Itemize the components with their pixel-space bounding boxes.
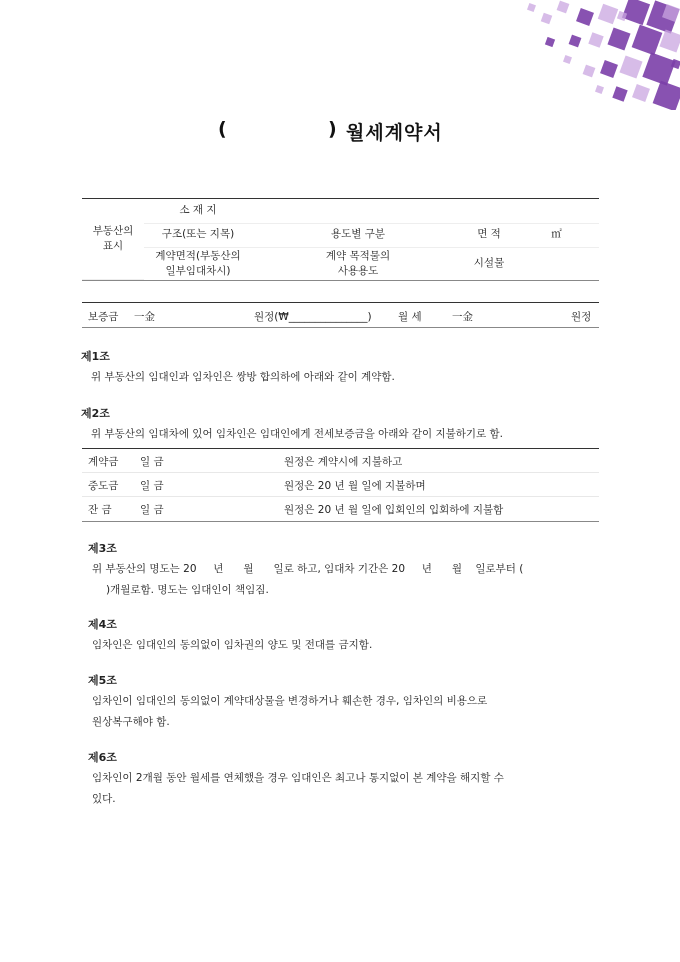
article-heading: 제6조 [88, 751, 117, 764]
facility-value[interactable] [514, 247, 599, 280]
article-5 [88, 670, 487, 733]
monthly-label: 월 세 [398, 311, 422, 323]
title-open-paren: ( [218, 118, 227, 140]
schedule-label: 중도금 [88, 480, 119, 492]
monthly-prefix: 一金 [452, 311, 473, 323]
deposit-label: 보증금 [88, 311, 119, 323]
article-heading: 제4조 [88, 618, 117, 631]
property-group-label: 부동산의 표시 [82, 199, 144, 280]
contract-title [0, 118, 680, 148]
decorative-square [607, 27, 630, 50]
decorative-square [563, 55, 572, 64]
article-heading: 제3조 [88, 542, 117, 555]
schedule-label: 잔 금 [88, 504, 112, 516]
article-heading: 제1조 [81, 350, 110, 363]
payment-schedule-table [82, 448, 599, 522]
purpose-label: 계약 목적물의 사용용도 [325, 249, 391, 277]
decorative-square [545, 37, 555, 47]
location-value[interactable] [252, 199, 599, 223]
decorative-square [659, 29, 680, 52]
facility-label: 시설물 [473, 257, 505, 270]
article-heading: 제2조 [81, 407, 110, 420]
use-category-value[interactable] [398, 223, 464, 247]
schedule-note: 원정은 20 년 월 일에 입회인의 입회하에 지불함 [284, 504, 504, 516]
title-text: 월세계약서 [346, 122, 443, 144]
decorative-square [595, 85, 604, 94]
article-body: 임차인은 임대인의 동의없이 임차권의 양도 및 전대를 금지함. [92, 639, 373, 651]
article-body-line: 임차인이 2개월 동안 월세를 연체했을 경우 임대인은 최고나 통지없이 본 계약을 해지할 수 [92, 772, 504, 784]
purpose-value[interactable] [398, 247, 464, 280]
decorative-square [588, 32, 603, 47]
schedule-amount: 일 금 [140, 480, 164, 492]
article-body-line: )개월로함. 명도는 임대인이 책임짐. [106, 584, 269, 596]
decorative-square [632, 84, 650, 102]
decorative-square [598, 4, 619, 25]
deposit-prefix: 一金 [134, 311, 155, 323]
article-body-line: 임차인이 임대인의 동의없이 계약대상물을 변경하거나 훼손한 경우, 임차인의 비용으로 [92, 695, 488, 707]
schedule-note: 원정은 계약시에 지불하고 [284, 456, 403, 468]
decorative-square [622, 0, 650, 25]
contract-area-label: 계약면적(부동산의 일부임대차시) [155, 249, 241, 277]
article-body: 위 부동산의 임대차에 있어 임차인은 임대인에게 전세보증금을 아래와 같이 지불하기로 함. [91, 428, 504, 440]
article-body-line: 위 부동산의 명도는 20 년 월 일로 하고, 임대차 기간은 20 년 월 일로부터 ( [92, 563, 524, 575]
decorative-square [527, 3, 536, 12]
use-category-label: 용도별 구분 [318, 223, 398, 247]
contract-area-value[interactable] [252, 247, 318, 280]
decorative-square [541, 13, 553, 25]
payment-row [82, 302, 599, 328]
location-label: 소 재 지 [144, 199, 252, 223]
schedule-label: 계약금 [88, 456, 119, 468]
article-heading: 제5조 [88, 674, 117, 687]
article-4 [88, 614, 372, 656]
decorative-square [583, 65, 596, 78]
decorative-square [632, 25, 663, 56]
schedule-row [82, 473, 599, 497]
decorative-square [600, 60, 618, 78]
article-3 [88, 538, 523, 601]
article-1 [81, 346, 395, 388]
decorative-square [576, 8, 594, 26]
property-table [82, 198, 599, 281]
article-body-line: 있다. [92, 793, 116, 805]
article-body-line: 원상복구해야 함. [92, 716, 170, 728]
decorative-square [557, 1, 570, 14]
schedule-amount: 일 금 [140, 504, 164, 516]
structure-label: 구조(또는 지목) [144, 223, 252, 247]
schedule-row [82, 449, 599, 473]
article-6 [88, 747, 504, 810]
decorative-purple-squares [450, 0, 680, 110]
schedule-amount: 일 금 [140, 456, 164, 468]
structure-value[interactable] [252, 223, 318, 247]
decorative-square [642, 52, 675, 85]
article-body: 위 부동산의 임대인과 임차인은 쌍방 합의하에 아래와 같이 계약함. [91, 371, 395, 383]
monthly-won[interactable]: 원정 [571, 311, 592, 323]
decorative-square [612, 86, 627, 101]
schedule-row [82, 497, 599, 521]
title-close-paren: ) [328, 118, 337, 140]
article-2 [81, 403, 503, 445]
decorative-square [569, 35, 582, 48]
schedule-note: 원정은 20 년 월 일에 지불하며 [284, 480, 426, 492]
area-label: 면 적 [464, 223, 514, 247]
decorative-square [653, 81, 680, 110]
area-unit: ㎡ [514, 223, 599, 247]
decorative-square [619, 55, 642, 78]
deposit-won[interactable]: 원정(₩_______________) [254, 311, 372, 323]
